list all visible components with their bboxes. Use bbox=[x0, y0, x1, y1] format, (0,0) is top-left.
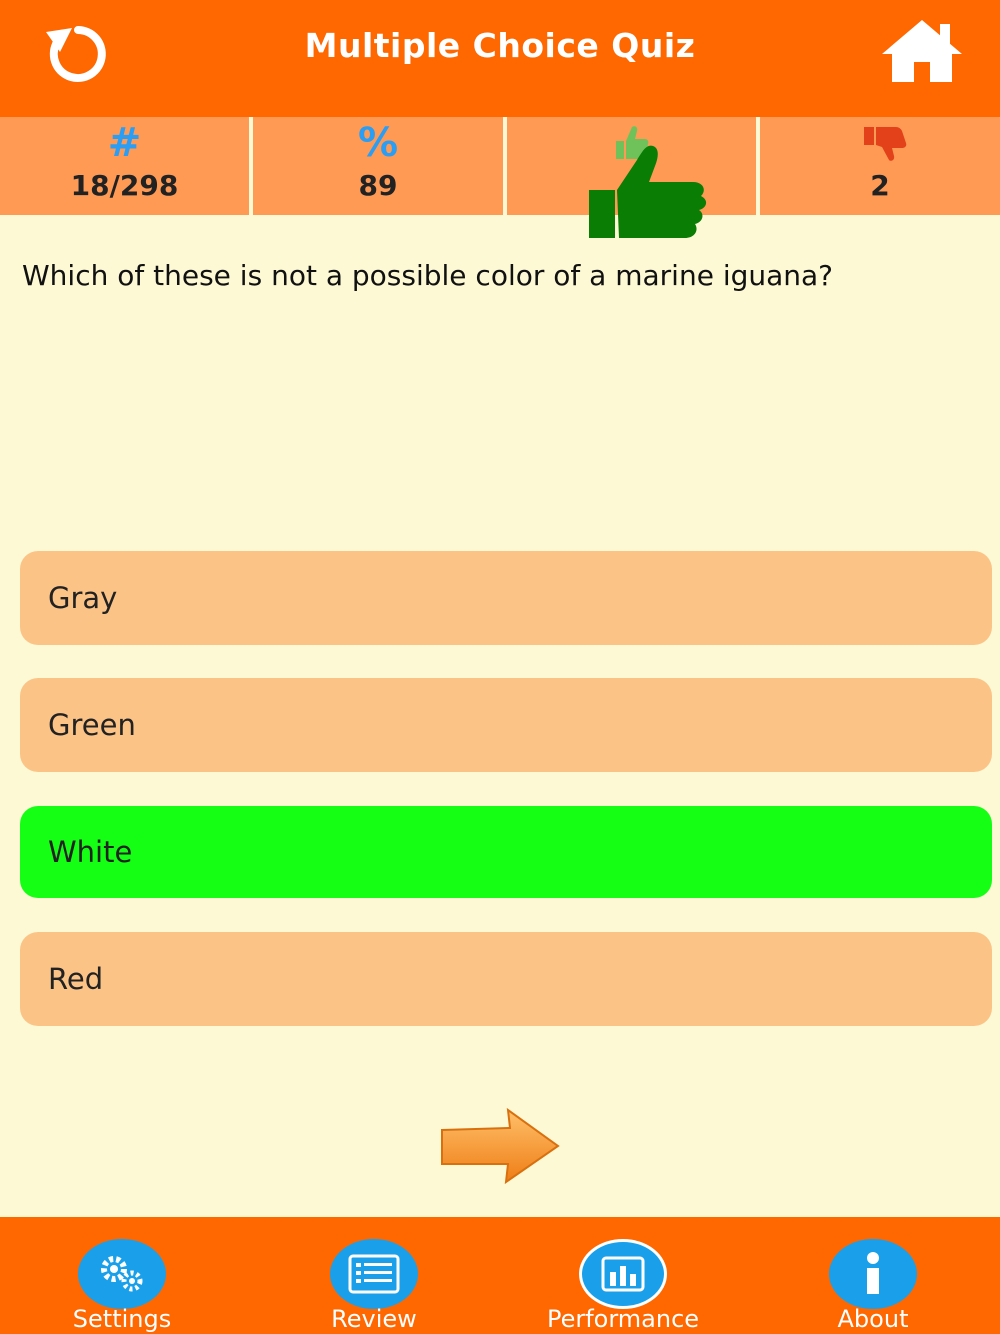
tab-settings[interactable] bbox=[40, 1217, 204, 1334]
answer-option-white[interactable]: White bbox=[20, 806, 992, 898]
question-counter: 18/298 bbox=[70, 169, 179, 202]
bar-chart-icon bbox=[579, 1239, 667, 1309]
hash-icon: # bbox=[107, 120, 142, 166]
stat-wrong bbox=[760, 117, 1000, 215]
tab-performance[interactable] bbox=[520, 1217, 726, 1334]
home-icon bbox=[878, 16, 966, 88]
arrow-right-icon bbox=[440, 1106, 560, 1186]
header-bar bbox=[0, 0, 1000, 117]
tab-about[interactable] bbox=[790, 1217, 956, 1334]
tab-about-label: About bbox=[837, 1305, 909, 1333]
next-question-button[interactable] bbox=[440, 1106, 560, 1186]
tab-review[interactable] bbox=[292, 1217, 456, 1334]
score-percent: 89 bbox=[358, 169, 398, 202]
info-icon bbox=[829, 1239, 917, 1309]
question-text: Which of these is not a possible color of a marine iguana? bbox=[22, 259, 834, 292]
answer-option-red[interactable]: Red bbox=[20, 932, 992, 1026]
stat-progress bbox=[0, 117, 249, 215]
page-title: Multiple Choice Quiz bbox=[304, 26, 696, 65]
percent-icon: % bbox=[357, 120, 399, 166]
home-button[interactable] bbox=[878, 16, 966, 88]
wrong-count: 2 bbox=[870, 169, 890, 202]
stat-percent bbox=[253, 117, 503, 215]
gears-icon bbox=[78, 1239, 166, 1309]
bottom-tab-bar bbox=[0, 1217, 1000, 1334]
thumbs-up-feedback-icon bbox=[585, 138, 711, 242]
answer-option-gray[interactable]: Gray bbox=[20, 551, 992, 645]
tab-settings-label: Settings bbox=[72, 1305, 172, 1333]
list-icon bbox=[330, 1239, 418, 1309]
tab-review-label: Review bbox=[331, 1305, 417, 1333]
answer-option-green[interactable]: Green bbox=[20, 678, 992, 772]
thumbs-down-icon bbox=[860, 125, 908, 163]
tab-performance-label: Performance bbox=[546, 1305, 700, 1333]
stats-bar bbox=[0, 117, 1000, 215]
